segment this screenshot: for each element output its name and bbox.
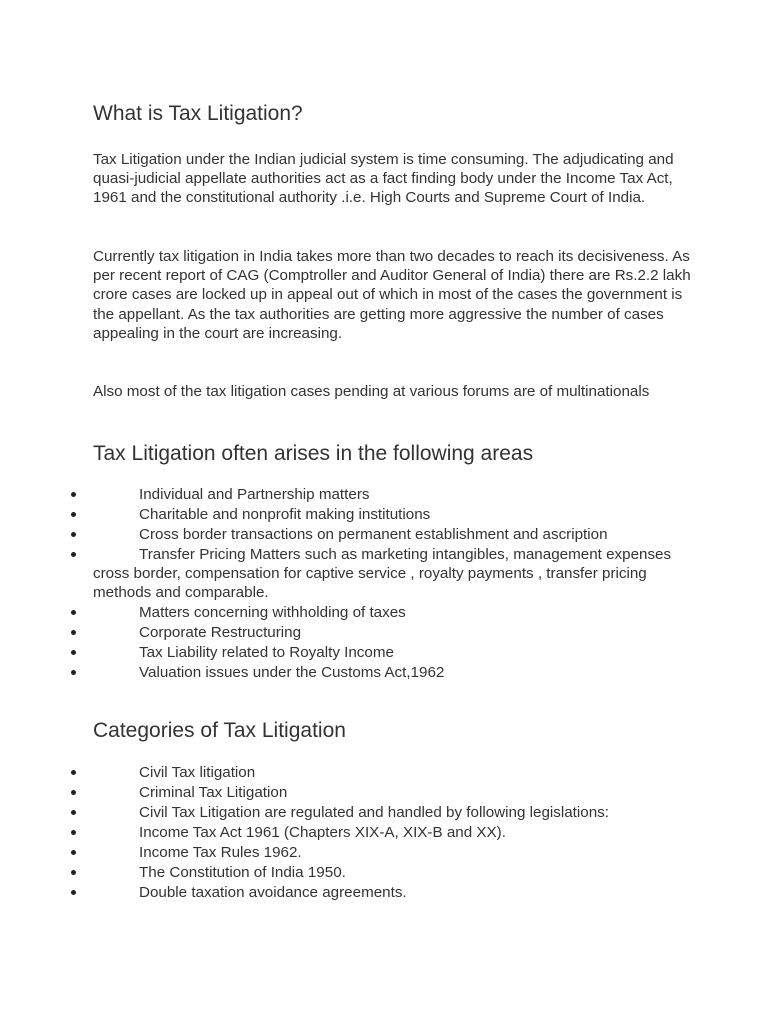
list-item: Transfer Pricing Matters such as marketing intangibles, management expenses cross border, compensation for captive service , royalty payments , transfer pricing methods and comparable. — [0, 545, 693, 603]
bullet-icon — [71, 610, 76, 615]
bullet-icon — [71, 532, 76, 537]
bullet-icon — [71, 890, 76, 895]
bullet-icon — [71, 552, 76, 557]
section-heading-categories: Categories of Tax Litigation — [93, 719, 346, 742]
bullet-icon — [71, 870, 76, 875]
bullet-icon — [71, 790, 76, 795]
bullet-icon — [71, 830, 76, 835]
section-heading-what-is-tax-litigation: What is Tax Litigation? — [93, 102, 303, 125]
bullet-icon — [71, 650, 76, 655]
list-item: Income Tax Act 1961 (Chapters XIX-A, XIX-B and XX). — [0, 823, 693, 842]
list-item: Matters concerning withholding of taxes — [0, 603, 693, 622]
paragraph-intro: Tax Litigation under the Indian judicial system is time consuming. The adjudicating and quasi-judicial appellate authorities act as a fact finding body under the Income Tax Act, 1961 and the constitutional authority .i.e. High Courts and Supreme Court of India. — [93, 151, 674, 207]
bullet-icon — [71, 810, 76, 815]
bullet-icon — [71, 630, 76, 635]
paragraph-current-status: Currently tax litigation in India takes more than two decades to reach its decisiveness. As per recent report of CAG (Comptroller and Auditor General of India) there are Rs.2.2 lakh crore cases are locked up in appeal out of which in most of the cases the government is the appellant. As the tax authorities are getting more aggressive the number of cases appealing in the court are increasing. — [93, 248, 691, 342]
list-item: Individual and Partnership matters — [0, 485, 693, 504]
list-item: Income Tax Rules 1962. — [0, 843, 693, 862]
list-item: Corporate Restructuring — [0, 623, 693, 642]
bullet-icon — [71, 670, 76, 675]
list-item: The Constitution of India 1950. — [0, 863, 693, 882]
litigation-areas-list — [0, 485, 768, 683]
list-item: Valuation issues under the Customs Act,1962 — [0, 663, 693, 682]
list-item: Civil Tax litigation — [0, 763, 693, 782]
bullet-icon — [71, 770, 76, 775]
bullet-icon — [71, 512, 76, 517]
list-item: Double taxation avoidance agreements. — [0, 883, 693, 902]
section-heading-litigation-areas: Tax Litigation often arises in the following areas — [93, 442, 534, 465]
categories-list — [0, 763, 768, 903]
bullet-icon — [71, 492, 76, 497]
list-item: Civil Tax Litigation are regulated and handled by following legislations: — [0, 803, 693, 822]
bullet-icon — [71, 850, 76, 855]
list-item: Charitable and nonprofit making institutions — [0, 505, 693, 524]
list-item: Criminal Tax Litigation — [0, 783, 693, 802]
list-item: Tax Liability related to Royalty Income — [0, 643, 693, 662]
list-item: Cross border transactions on permanent establishment and ascription — [0, 525, 693, 544]
paragraph-multinationals: Also most of the tax litigation cases pending at various forums are of multinationals — [93, 383, 650, 400]
